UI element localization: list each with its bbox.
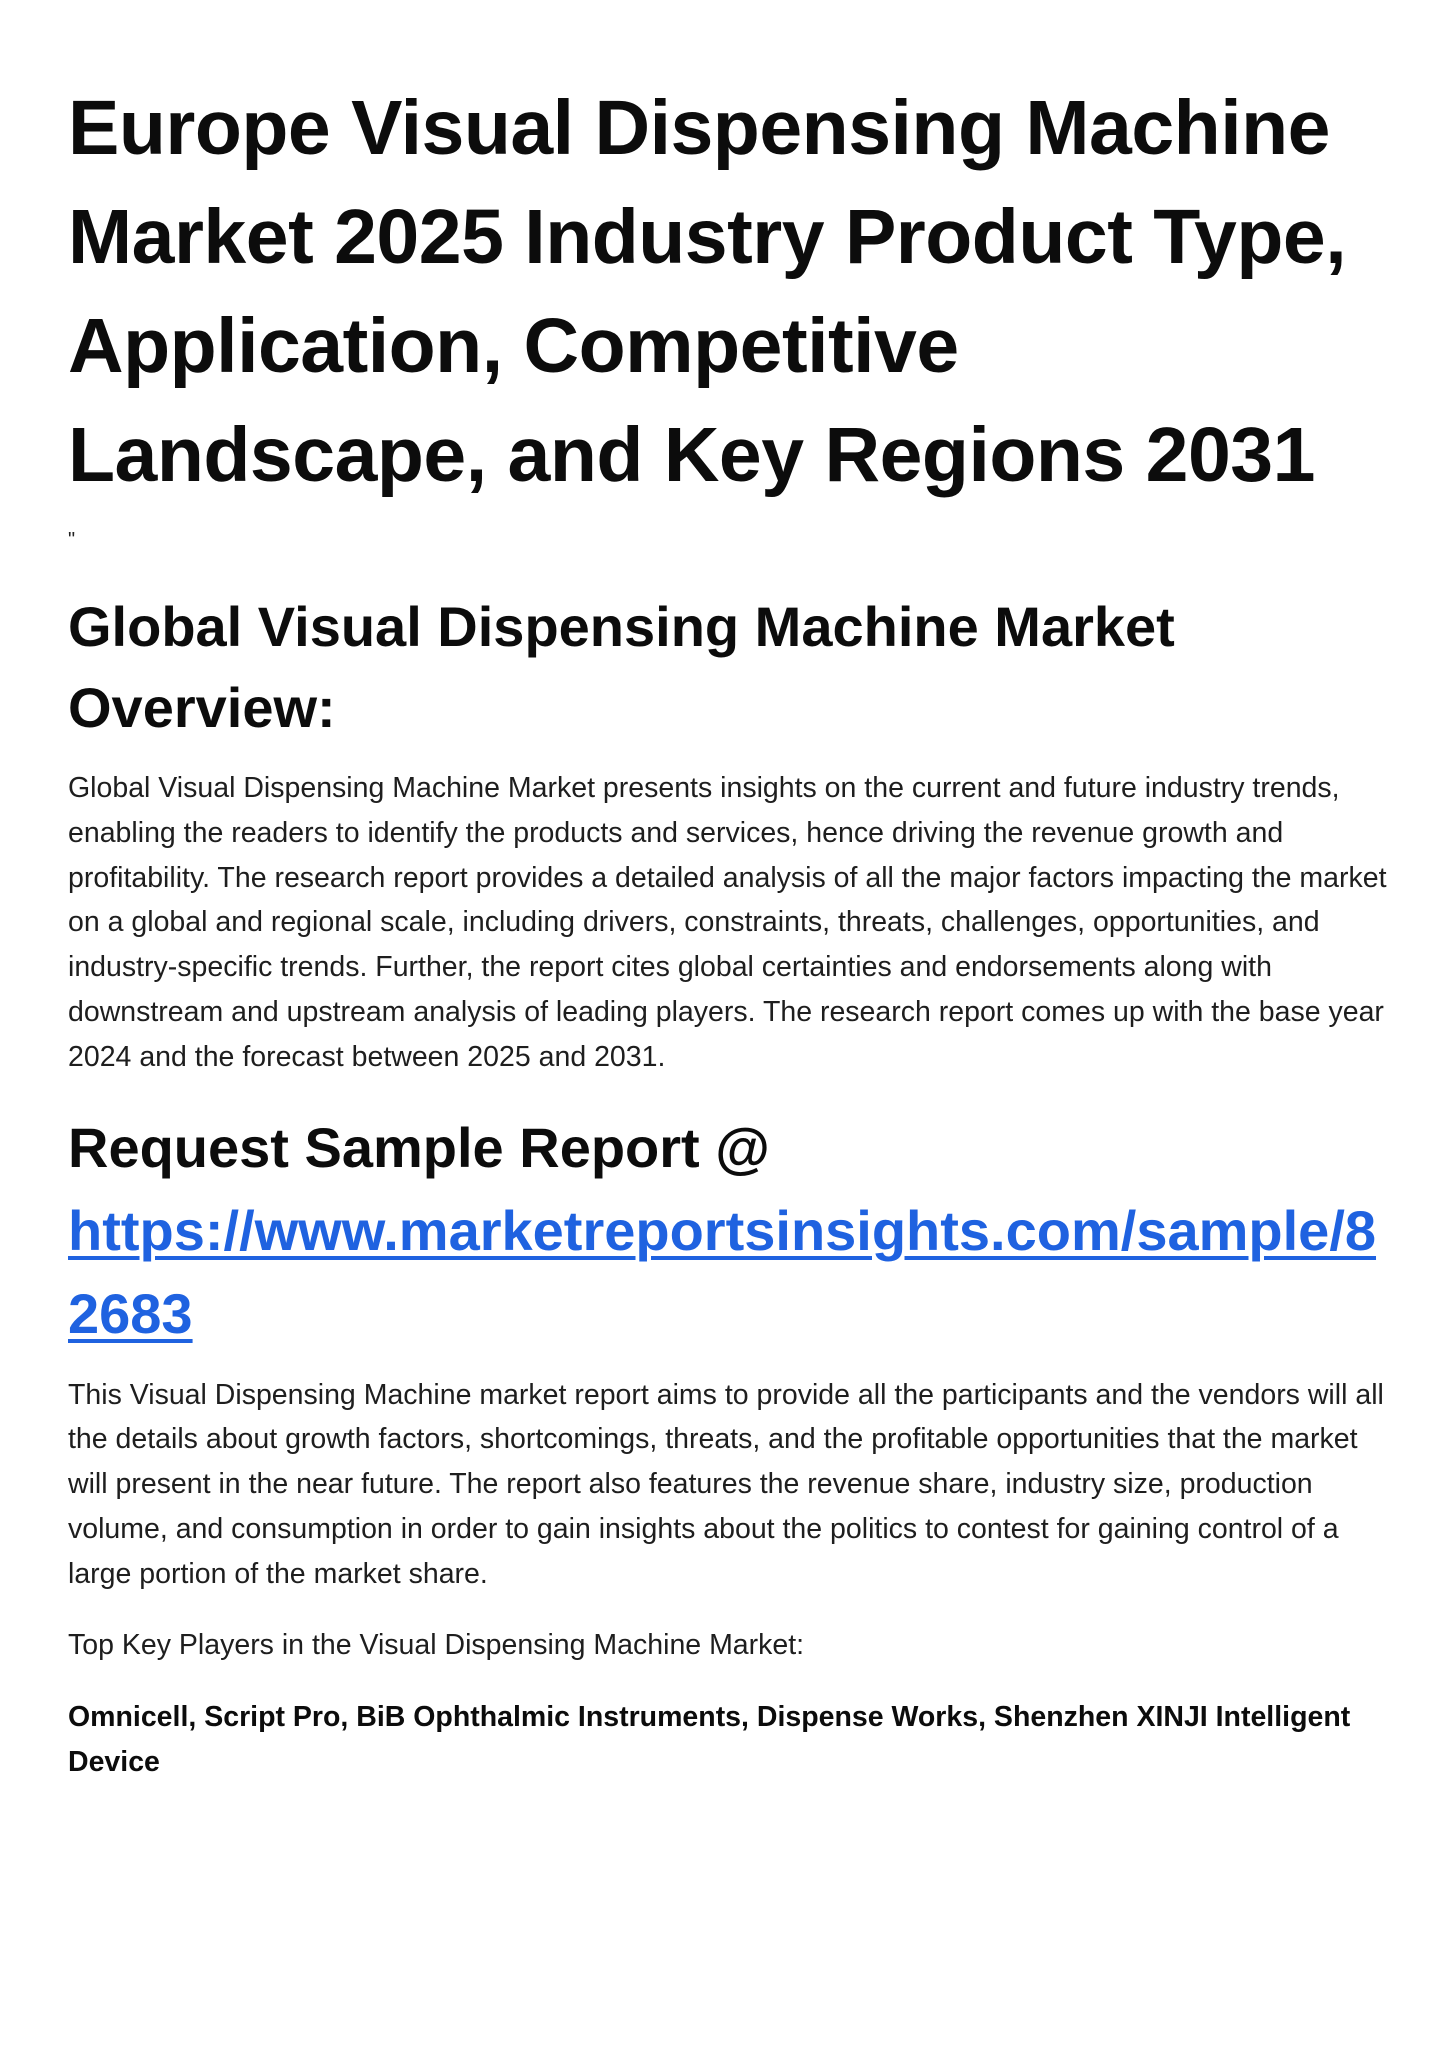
document-title: Europe Visual Dispensing Machine Market 2025 Industry Product Type, Application, Competitive Landscape, and Key Regions 2031 [68, 85, 1347, 498]
sample-report-link[interactable]: https://www.marketreportsinsights.com/sample/82683 [68, 1198, 1377, 1345]
report-description-paragraph: This Visual Dispensing Machine market report aims to provide all the participants and the vendors will all the details about growth factors, shortcomings, threats, and the profitable opportunities that the market will present in the near future. The report also features the revenue share, industry size, production volume, and consumption in order to gain insights about the politics to contest for gaining control of a large portion of the market share. [68, 1378, 1384, 1590]
key-players-list: Omnicell, Script Pro, BiB Ophthalmic Instruments, Dispense Works, Shenzhen XINJI Intelligent Device [68, 1701, 1351, 1779]
overview-heading: Global Visual Dispensing Machine Market Overview: [68, 595, 1175, 739]
request-sample-label: Request Sample Report @ [68, 1115, 770, 1179]
key-players-intro: Top Key Players in the Visual Dispensing Machine Market: [68, 1628, 805, 1661]
document-page [68, 0, 1398, 1785]
request-sample-heading [68, 1106, 1398, 1355]
overview-paragraph: Global Visual Dispensing Machine Market presents insights on the current and future industry trends, enabling the readers to identify the products and services, hence driving the revenue growth and profitability. The research report provides a detailed analysis of all the major factors impacting the market on a global and regional scale, including drivers, constraints, threats, challenges, opportunities, and industry-specific trends. Further, the report cites global certainties and endorsements along with downstream and upstream analysis of leading players. The research report comes up with the base year 2024 and the forecast between 2025 and 2031. [68, 772, 1387, 1073]
quote-mark: " [68, 529, 76, 551]
